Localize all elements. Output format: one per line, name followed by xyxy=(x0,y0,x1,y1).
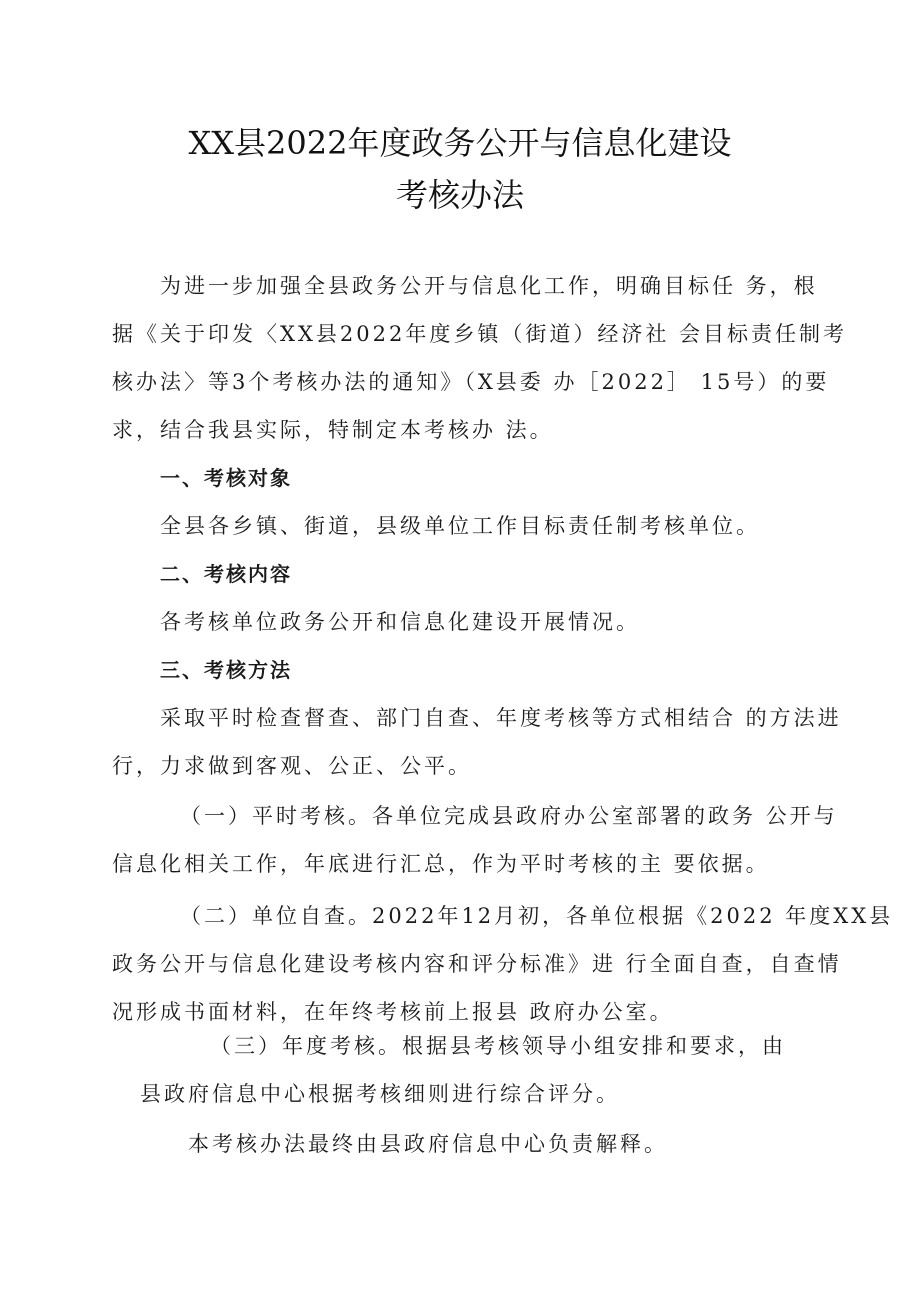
intro-line-3: 核办法〉等3个考核办法的通知》（X县委 办［2022］ 15号）的要 xyxy=(112,370,830,394)
document-title-line-2: 考核办法 xyxy=(395,176,524,214)
section-text-method-line-2: 行，力求做到客观、公正、公平。 xyxy=(112,754,472,778)
intro-line-2: 据《关于印发〈XX县2022年度乡镇（街道）经济社 会目标责任制考 xyxy=(112,322,848,346)
closing-statement: 本考核办法最终由县政府信息中心负责解释。 xyxy=(188,1132,668,1156)
section-heading-method: 三、考核方法 xyxy=(160,658,292,682)
section-text-content: 各考核单位政务公开和信息化建设开展情况。 xyxy=(160,610,640,634)
section-heading-objects: 一、考核对象 xyxy=(160,466,292,490)
item-2-line-3: 况形成书面材料，在年终考核前上报县 政府办公室。 xyxy=(112,1000,674,1024)
item-2-line-2: 政务公开与信息化建设考核内容和评分标准》进 行全面自查，自查情 xyxy=(112,952,842,976)
intro-line-1: 为进一步加强全县政务公开与信息化工作，明确目标任 务，根 xyxy=(160,274,818,298)
section-text-objects: 全县各乡镇、街道，县级单位工作目标责任制考核单位。 xyxy=(160,514,760,538)
section-text-method-line-1: 采取平时检查督查、部门自查、年度考核等方式相结合 的方法进 xyxy=(160,706,842,730)
item-3-line-1: （三）年度考核。根据县考核领导小组安排和要求，由 xyxy=(210,1034,786,1058)
item-2-line-1: （二）单位自查。2022年12月初，各单位根据《2022 年度XX县 xyxy=(180,904,894,928)
section-heading-content: 二、考核内容 xyxy=(160,562,292,586)
intro-line-4: 求，结合我县实际，特制定本考核办 法。 xyxy=(112,418,554,442)
document-title-line-1: XX县2022年度政务公开与信息化建设 xyxy=(188,124,732,162)
item-3-line-2: 县政府信息中心根据考核细则进行综合评分。 xyxy=(140,1082,620,1106)
item-1-line-1: （一）平时考核。各单位完成县政府办公室部署的政务 公开与 xyxy=(180,804,838,828)
item-1-line-2: 信息化相关工作，年底进行汇总，作为平时考核的主 要依据。 xyxy=(112,852,770,876)
